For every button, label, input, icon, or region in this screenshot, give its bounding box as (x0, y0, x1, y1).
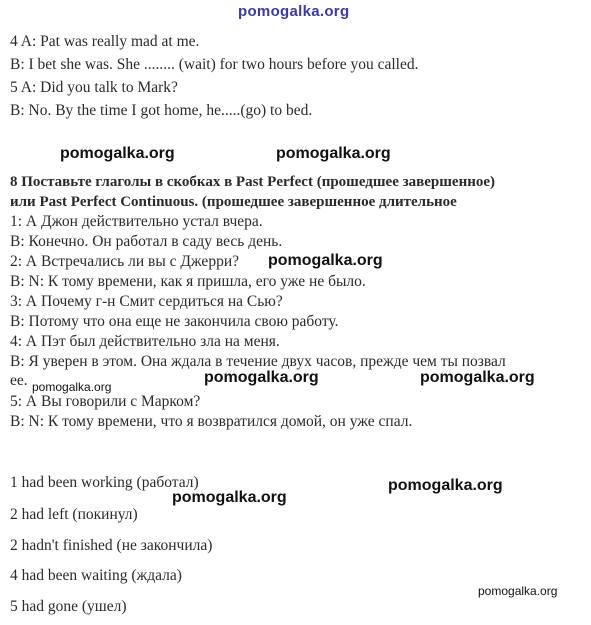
dialog-line: 4 A: Pat was really mad at me. (10, 33, 200, 50)
answer-line: 5 had gone (ушел) (10, 598, 127, 615)
watermark: pomogalka.org (420, 369, 535, 386)
exercise-line: ее. (10, 372, 28, 389)
answer-line: 2 hadn't finished (не закончила) (10, 537, 213, 554)
watermark: pomogalka.org (388, 477, 503, 494)
exercise-line: В: Конечно. Он работал в саду весь день. (10, 233, 283, 250)
exercise-line: 4: А Пэт был действительно зла на меня. (10, 333, 280, 350)
dialog-line: B: I bet she was. She ........ (wait) for two hours before you called. (10, 56, 419, 73)
answer-line: 4 had been waiting (ждала) (10, 567, 182, 584)
watermark: pomogalka.org (60, 145, 175, 162)
exercise-line: В: Я уверен в этом. Она ждала в течение двух часов, прежде чем ты позвал (10, 353, 506, 370)
dialog-line: B: No. By the time I got home, he.....(go) to bed. (10, 102, 313, 119)
watermark: pomogalka.org (268, 252, 383, 269)
watermark: pomogalka.org (276, 145, 391, 162)
exercise-line: В: Потому что она еще не закончила свою работу. (10, 313, 339, 330)
watermark-top: pomogalka.org (238, 3, 350, 20)
answer-line: 1 had been working (работал) (10, 474, 199, 491)
exercise-line: 5: А Вы говорили с Марком? (10, 393, 201, 410)
watermark: pomogalka.org (204, 369, 319, 386)
answer-line: 2 had left (покинул) (10, 506, 138, 523)
exercise-heading: или Past Perfect Continuous. (прошедшее завершенное длительное (10, 194, 457, 210)
exercise-line: 3: А Почему г-н Смит сердиться на Сью? (10, 293, 283, 310)
exercise-line: 1: А Джон действительно устал вчера. (10, 213, 263, 230)
exercise-heading: 8 Поставьте глаголы в скобках в Past Perfect (прошедшее завершенное) (10, 174, 496, 190)
watermark-small: pomogalka.org (478, 584, 558, 598)
watermark-small: pomogalka.org (32, 380, 112, 394)
exercise-line: 2: А Встречались ли вы с Джерри? (10, 253, 239, 270)
exercise-line: В: N: К тому времени, как я пришла, его уже не было. (10, 273, 366, 290)
dialog-line: 5 A: Did you talk to Mark? (10, 79, 178, 96)
watermark: pomogalka.org (172, 489, 287, 506)
exercise-line: В: N: К тому времени, что я возвратился домой, он уже спал. (10, 413, 413, 430)
